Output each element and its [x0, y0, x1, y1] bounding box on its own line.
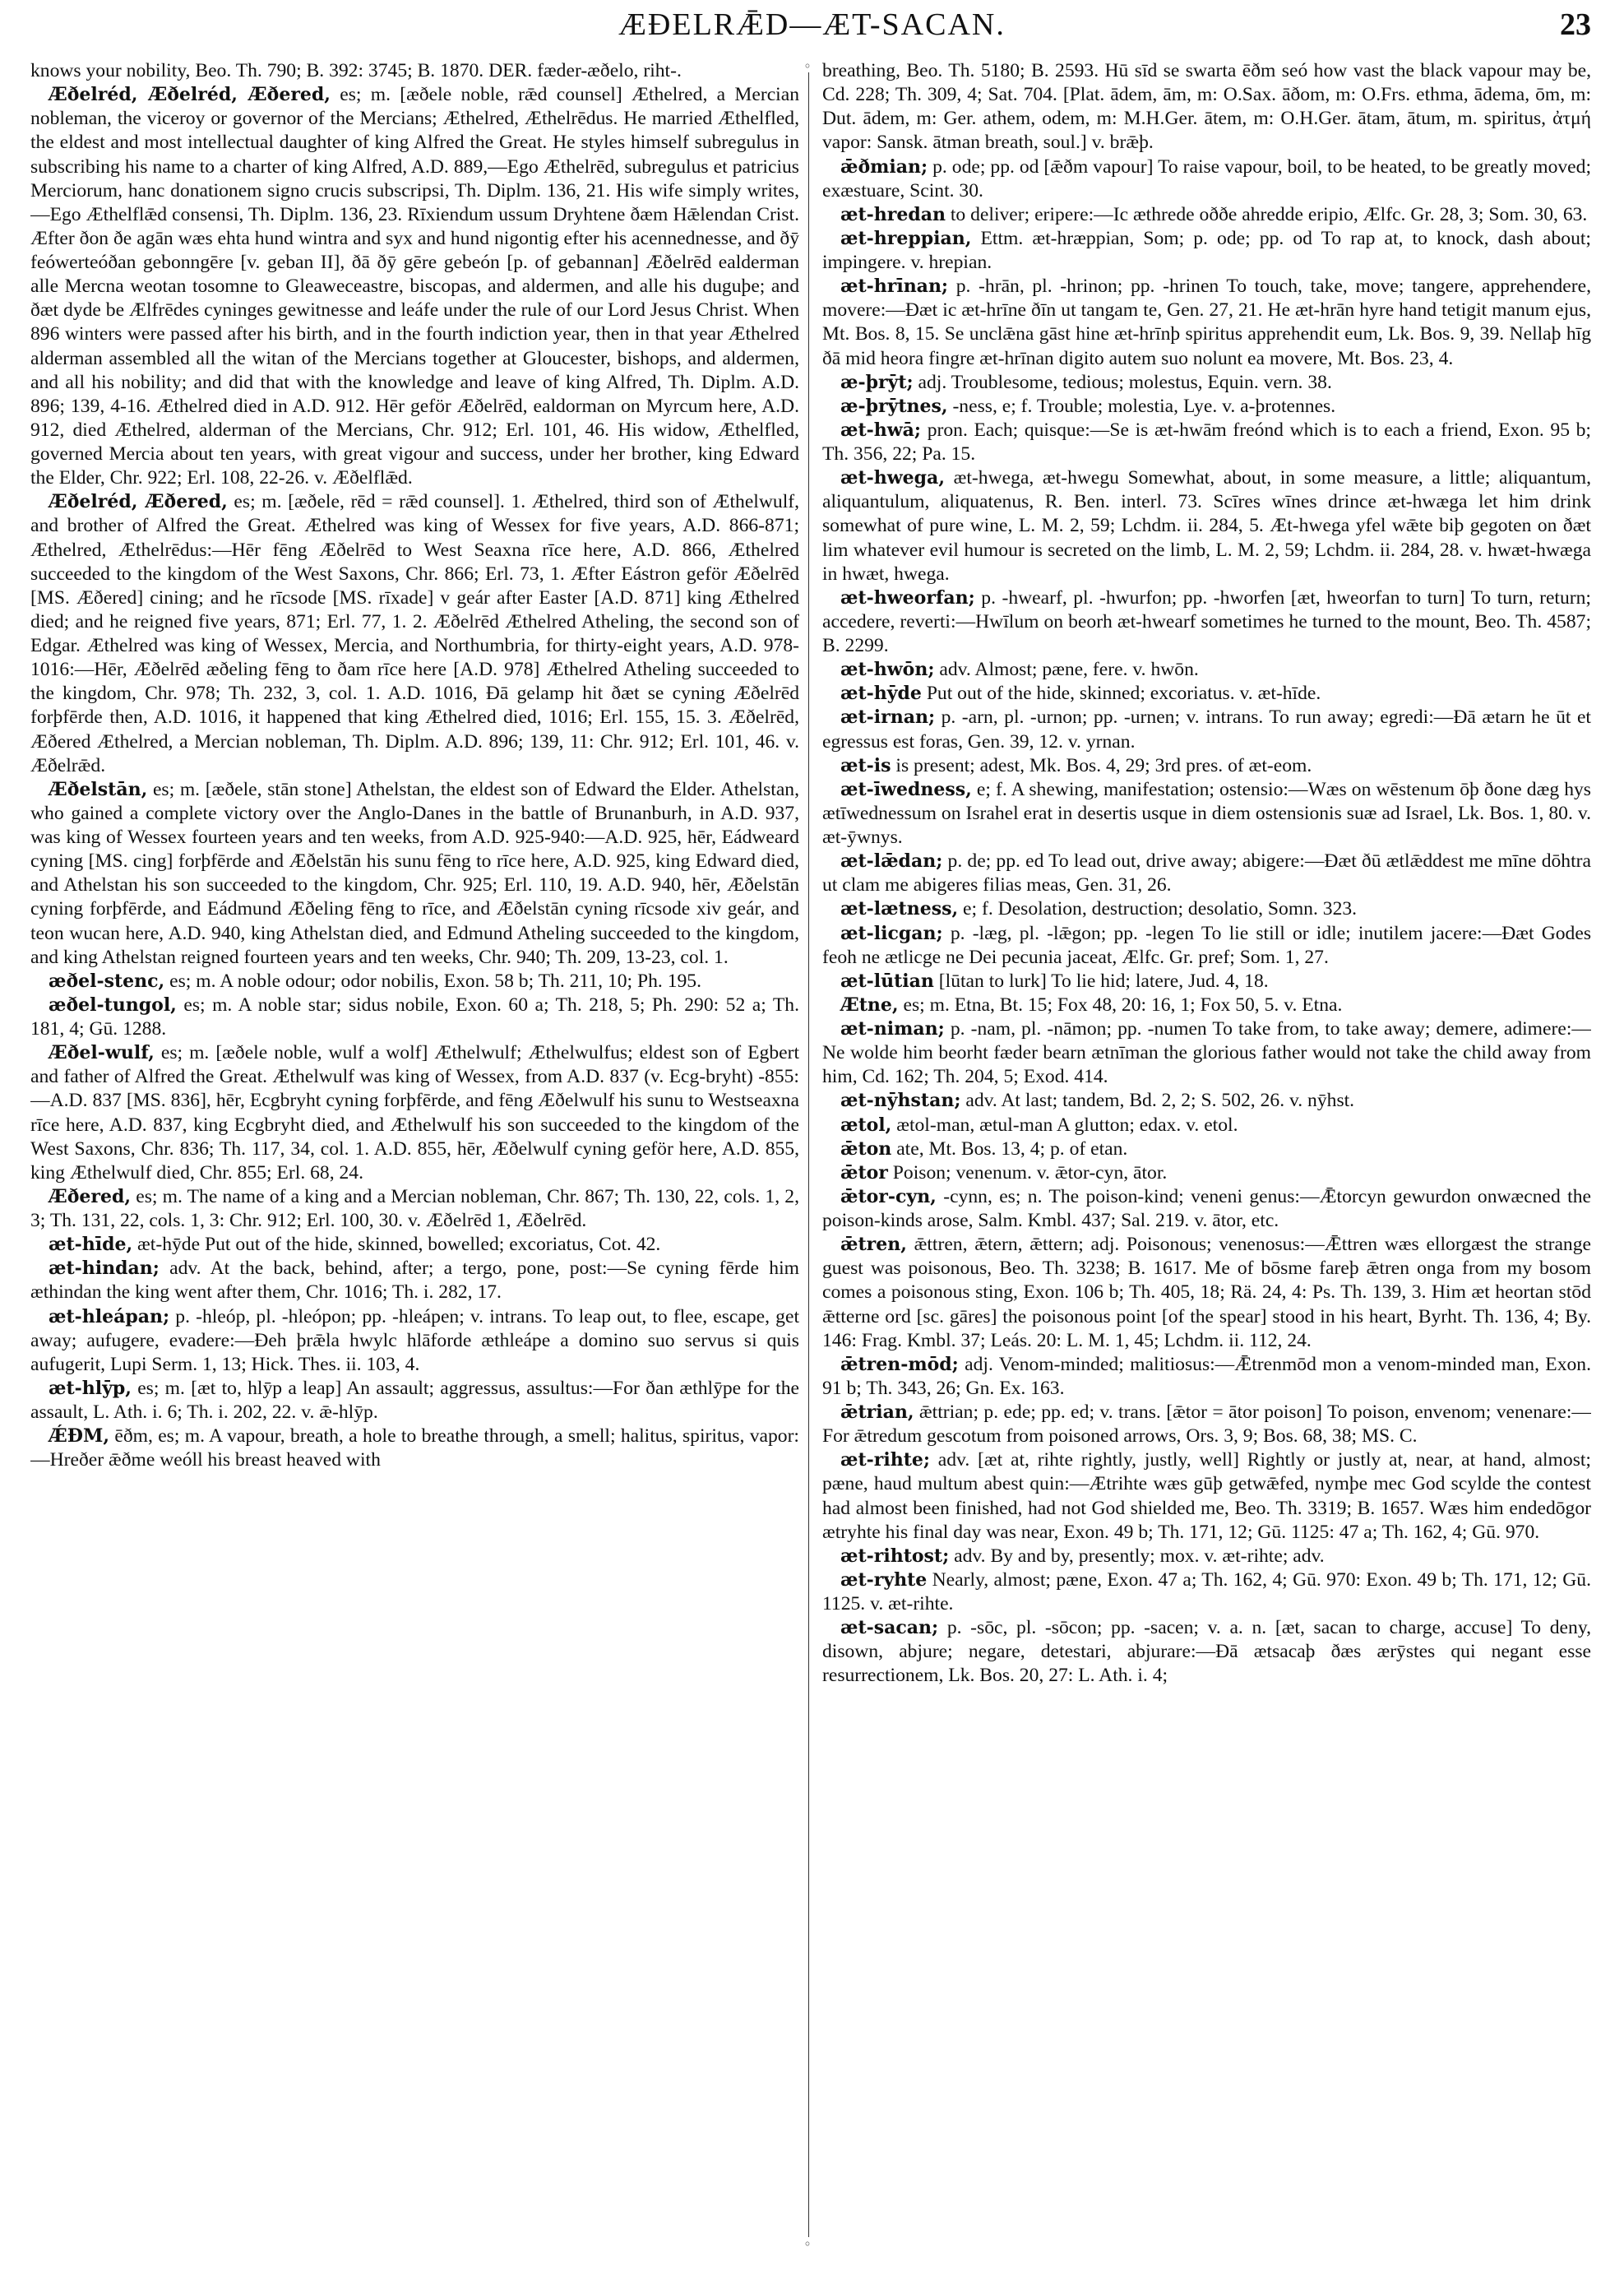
- entry-headword: Æðered,: [49, 1185, 132, 1207]
- right-column: [822, 59, 1591, 2247]
- dictionary-entry: [822, 706, 1591, 753]
- entry-definition: es; m. A noble odour; odor nobilis, Exon. 58 b; Th. 211, 10; Ph. 195.: [169, 970, 701, 992]
- entry-definition: es; m. [æt to, hlȳp a leap] An assault; aggressus, assultus:—For ðan æthlȳpe for the assault, L. Ath. i. 6; Th. i. 202, 22. v. ǣ-hlȳp.: [30, 1377, 799, 1423]
- entry-headword: æt-lǣdan;: [840, 850, 943, 873]
- dictionary-entry: [822, 155, 1591, 203]
- entry-headword: æt-hrīnan;: [840, 276, 949, 298]
- entry-definition: adj. Troublesome, tedious; molestus, Equin. vern. 38.: [918, 371, 1332, 393]
- entry-headword: ǣtor-cyn,: [840, 1185, 937, 1207]
- dictionary-entry: [822, 227, 1591, 275]
- entry-headword: ǣðmian;: [840, 155, 928, 178]
- entry-headword: æt-hreppian,: [840, 227, 972, 249]
- entry-definition: ate, Mt. Bos. 13, 4; p. of etan.: [896, 1137, 1128, 1160]
- entry-headword: æt-rihtost;: [840, 1545, 950, 1567]
- entry-headword: æt-niman;: [840, 1018, 945, 1040]
- dictionary-entry: [822, 1089, 1591, 1113]
- entry-headword: æt-hwōn;: [840, 659, 935, 681]
- dictionary-entry: [30, 970, 799, 994]
- entry-definition: es; m. [æðele, stān stone] Athelstan, the eldest son of Edward the Elder. Athelstan, who gained a complete victory over the Anglo-Danes in the battle of Brunanburh, in A.D. 937, was king of Wessex fourteen years and ten weeks, from A.D. 925-940:—A.D. 925, hēr, Eádweard cyning [MS. cing] forþfērde and Æðelstān his sunu fēng to rīce here, A.D. 925, king Edward died, and Athelstan his son succeeded to the kingdom, Chr. 925; Erl. 110, 19. A.D. 940, hēr, Æðelstān cyning forþfērde, and Eádmund Æðeling fēng to rīce, and Æðelstān cyning rīcsode xiv geár, and teon wucan here, A.D. 940, king Athelstan died, and Edmund Atheling succeeded to the kingdom, and king Athelstan reigned fourteen years and ten weeks, Chr. 940; Th. 209, 13-23, col. 1.: [30, 778, 799, 968]
- entry-headword: æt-ryhte: [840, 1568, 928, 1591]
- divider-ornament-bottom: ◦: [802, 2239, 813, 2250]
- entry-headword: æðel-stenc,: [49, 970, 165, 992]
- dictionary-entry: [30, 1185, 799, 1233]
- entry-definition: ǣttrian; p. ede; pp. ed; v. trans. [ǣtor = ātor poison] To poison, envenom; venenare:—For ǣtredum gescotum from poisoned arrows, Ors. 3, 9; Bos. 68, 38; MS. C.: [822, 1401, 1591, 1448]
- dictionary-entry: [822, 1114, 1591, 1137]
- entry-definition: Ettm. æt-hræppian, Som; p. ode; pp. od To rap at, to knock, dash about; impingere. v. hrepian.: [822, 227, 1591, 273]
- entry-headword: æt-hweorfan;: [840, 586, 975, 609]
- dictionary-entry: [30, 994, 799, 1041]
- entry-definition: -ness, e; f. Trouble; molestia, Lye. v. a-þrotennes.: [952, 395, 1336, 417]
- dictionary-entry: [30, 1377, 799, 1425]
- divider-ornament-top: ◦: [802, 61, 813, 72]
- entry-definition: es; m. A noble star; sidus nobile, Exon. 60 a; Th. 218, 5; Ph. 290: 52 a; Th. 181, 4; Gū. 1288.: [30, 994, 799, 1040]
- entry-definition: knows your nobility, Beo. Th. 790; B. 392: 3745; B. 1870. DER. fæder-æðelo, riht-.: [30, 60, 682, 81]
- entry-definition: es; m. The name of a king and a Mercian nobleman, Chr. 867; Th. 130, 22, cols. 1, 2, 3; Th. 131, 22, cols. 1, 3: Chr. 912; Erl. 100, 30. v. Æðelrēd 1, Æðelrēd.: [30, 1185, 799, 1231]
- entry-definition: es; m. [æðele, rēd = rǣd counsel]. 1. Æthelred, third son of Æthelwulf, and brother of Alfred the Great. Æthelred was king of Wessex for five years, A.D. 866-871; Æthelred, Æthelrēdus:—Hēr fēng Æðelrēd to West Seaxna rīce here, A.D. 866, Æthelred succeeded to the kingdom of the West Saxons, Chr. 866; Erl. 73, 1. Æfter Eástron geför Æðelrēd [MS. Æðered] cining; and he rīcsode [MS. rīxade] v geár after Easter [A.D. 871] king Æthelred died; and he reigned five years, 871; Erl. 77, 1. 2. Æðelrēd Æthelred Atheling, the second son of Edgar. Æthelred was king of Wessex, Mercia, and Northumbria, for thirty-eight years, A.D. 978-1016:—Hēr, Æðelrēd æðeling fēng to ðam rīce here [A.D. 978] Æthelred Atheling succeeded to the kingdom, Chr. 978; Th. 232, 3, col. 1. A.D. 1016, Ðā gelamp hit ðæt se cyning Æðelrēd forþfērde then, A.D. 1016, it happened that king Æthelred died, 1016; Erl. 155, 15. 3. Æðelrēd, Æðered Æthelred, a Mercian nobleman, Th. Diplm. A.D. 896; 139, 11: Chr. 912; Erl. 101, 46. v. Æðelrǣd.: [30, 491, 799, 776]
- entry-headword: Æðelstān,: [49, 778, 148, 800]
- entry-definition: e; f. A shewing, manifestation; ostensio:—Wæs on wēstenum ōþ ðone dæg hys ætīwednessum on Israhel erat in desertis usque in diem ostensionis suæ ad Israel, Lk. Bos. 1, 80. v. æt-ȳwnys.: [822, 778, 1591, 848]
- dictionary-entry: [822, 419, 1591, 466]
- entry-headword: æt-rihte;: [840, 1449, 930, 1471]
- entry-definition: adv. At last; tandem, Bd. 2, 2; S. 502, 26. v. nȳhst.: [965, 1090, 1355, 1112]
- entry-definition: p. -hwearf, pl. -hwurfon; pp. -hworfen [æt, hweorfan to turn] To turn, return; accedere, reverti:—Hwīlum on beorh æt-hwearf sometimes he turned to the mount, Beo. Th. 4587; B. 2299.: [822, 586, 1591, 656]
- dictionary-entry: [822, 1448, 1591, 1545]
- dictionary-entry: [822, 203, 1591, 227]
- dictionary-entry: [30, 1257, 799, 1304]
- entry-headword: æt-hlȳp,: [49, 1377, 132, 1399]
- dictionary-entry: [822, 897, 1591, 921]
- dictionary-entry: [822, 275, 1591, 371]
- entry-headword: æt-nȳhstan;: [840, 1090, 961, 1112]
- entry-headword: ætol,: [840, 1114, 892, 1136]
- entry-definition: p. -læg, pl. -lǣgon; pp. -legen To lie still or idle; inutilem jacere:—Ðæt Godes feoh ne ætlicge ne Dei pecunia jaceat, Ælfc. Gr. pref; Som. 1, 27.: [822, 922, 1591, 968]
- dictionary-entry: [822, 1137, 1591, 1161]
- dictionary-entry: [822, 59, 1591, 155]
- entry-headword: Æðelréd, Æðered,: [49, 491, 228, 513]
- entry-headword: æt-īwedness,: [840, 778, 972, 800]
- dictionary-entry: [30, 59, 799, 83]
- entry-definition: pron. Each; quisque:—Se is æt-hwām freónd which is to each a friend, Exon. 95 b; Th. 356, 22; Pa. 15.: [822, 419, 1591, 465]
- entry-headword: æðel-tungol,: [49, 994, 177, 1016]
- entry-definition: p. de; pp. ed To lead out, drive away; abigere:—Ðæt ðū ætlǣddest me mīne dōhtra ut clam me abigeres filias meas, Gen. 31, 26.: [822, 850, 1591, 896]
- entry-definition: Nearly, almost; pæne, Exon. 47 a; Th. 162, 4; Gū. 970: Exon. 49 b; Th. 171, 12; Gū. 1125. v. æt-rihte.: [822, 1568, 1591, 1614]
- entry-definition: æt-hȳde Put out of the hide, skinned, bowelled; excoriatus, Cot. 42.: [137, 1234, 661, 1256]
- entry-headword: æt-lūtian: [840, 970, 934, 992]
- running-head: [33, 7, 1591, 46]
- dictionary-entry: [822, 754, 1591, 778]
- entry-definition: adv. At the back, behind, after; a tergo, pone, post:—Se cyning fērde him æthindan the king went after them, Chr. 1016; Th. i. 282, 17.: [30, 1258, 799, 1304]
- dictionary-entry: [822, 466, 1591, 586]
- entry-definition: p. -hrān, pl. -hrinon; pp. -hrinen To touch, take, move; tangere, apprehendere, movere:—Ðæt ic æt-hrīne ðīn ut tangam te, Gen. 27, 21. He æt-hrān hyre hand tetigit manum ejus, Mt. Bos. 8, 15. Se unclǣna gāst hine æt-hrīnþ spiritus apprehendit eum, Lk. Bos. 9, 39. Nellaþ hīg ðā mid heora fingre æt-hrīnan digito autem suo nolunt ea movere, Mt. Bos. 23, 4.: [822, 276, 1591, 369]
- entry-headword: æ-þrȳtnes,: [840, 395, 948, 417]
- entry-headword: ǣtor: [840, 1161, 888, 1184]
- entry-headword: ǼÐM,: [49, 1425, 109, 1448]
- entry-definition: adj. Venom-minded; malitiosus:—Ǣtrenmōd mon a venom-minded man, Exon. 91 b; Th. 343, 26; Gn. Ex. 163.: [822, 1353, 1591, 1399]
- entry-definition: p. -sōc, pl. -sōcon; pp. -sacen; v. a. n. [æt, sacan to charge, accuse] To deny, disown, abjure; negare, detestari, abjurare:—Ðā ætsacaþ ðæs ærȳstes qui negant esse resurrectionem, Lk. Bos. 20, 27: L. Ath. i. 4;: [822, 1617, 1591, 1687]
- dictionary-entry: [822, 1568, 1591, 1616]
- dictionary-entry: [822, 586, 1591, 658]
- entry-headword: Æðel-wulf,: [49, 1042, 155, 1064]
- entry-definition: p. ode; pp. od [ǣðm vapour] To raise vapour, boil, to be heated, to be greatly moved; exæstuare, Scint. 30.: [822, 155, 1591, 202]
- entry-headword: æt-hredan: [840, 203, 946, 225]
- dictionary-entry: [822, 682, 1591, 706]
- entry-definition: ǣttren, ǣtern, ǣttern; adj. Poisonous; venenosus:—Ǣttren wæs ellorgæst the strange guest was poisonous, Beo. Th. 3238; B. 1617. Me of bōsme fareþ ǣtren onga from my bosom comes a poisonous sting, Exon. 106 b; Th. 405, 18; Rä. 24, 4: Ps. Th. 139, 3. Him æt heortan stōd ǣtterne ord [sc. gāres] the poisonous point [of the spear] stood in his heart, Byrht. Th. 136, 4; By. 146: Frag. Kmbl. 37; Leás. 20: L. M. 1, 45; Lchdm. ii. 112, 24.: [822, 1234, 1591, 1351]
- entry-headword: ǣtren-mōd;: [840, 1353, 959, 1375]
- entry-headword: æt-hwā;: [840, 419, 922, 441]
- dictionary-entry: [822, 994, 1591, 1017]
- dictionary-entry: [822, 970, 1591, 994]
- entry-definition: Put out of the hide, skinned; excoriatus. v. æt-hīde.: [926, 683, 1321, 705]
- entry-headword: ǣton: [840, 1137, 892, 1160]
- entry-headword: Æðelréd, Æðelréd, Æðered,: [49, 84, 331, 106]
- column-divider: [808, 66, 809, 2237]
- dictionary-entry: [30, 778, 799, 970]
- entry-headword: Ætne,: [840, 994, 899, 1016]
- dictionary-entry: [30, 1305, 799, 1377]
- entry-headword: æt-licgan;: [840, 922, 943, 944]
- page-number: 23: [1560, 7, 1591, 42]
- left-column: [30, 59, 799, 2247]
- entry-definition: Poison; venenum. v. ǣtor-cyn, ātor.: [892, 1161, 1168, 1184]
- entry-headword: æt-sacan;: [840, 1617, 939, 1639]
- entry-definition: es; m. [æðele noble, wulf a wolf] Æthelwulf; Æthelwulfus; eldest son of Egbert and father of Alfred the Great. Æthelwulf was king of Wessex, from A.D. 837 (v. Ecg-bryht) -855:—A.D. 837 [MS. 836], hēr, Ecgbryht cyning forþfērde, and fēng Æðelwulf his sunu to Westseaxna rīce here, A.D. 837, king Ecgbryht died, and Æthelwulf his son succeeded to the kingdom of the West Saxons, Chr. 836; Th. 117, 34, col. 1. A.D. 855, hēr, Æðelwulf cyning geför here, A.D. 855, king Æthelwulf died, Chr. 855; Erl. 68, 24.: [30, 1042, 799, 1184]
- dictionary-entry: [30, 490, 799, 778]
- dictionary-entry: [822, 1353, 1591, 1401]
- dictionary-entry: [822, 778, 1591, 850]
- dictionary-entry: [30, 83, 799, 490]
- dictionary-entry: [822, 850, 1591, 897]
- entry-headword: æt-is: [840, 754, 891, 776]
- entry-headword: æt-hleápan;: [49, 1305, 170, 1327]
- entry-definition: -cynn, es; n. The poison-kind; veneni genus:—Ǣtorcyn gewurdon onwæcned the poison-kinds arose, Salm. Kmbl. 437; Sal. 219. v. ātor, etc.: [822, 1185, 1591, 1231]
- dictionary-entry: [822, 395, 1591, 419]
- entry-headword: æt-hȳde: [840, 683, 922, 705]
- entry-headword: æt-hīde,: [49, 1234, 133, 1256]
- entry-definition: p. -hleóp, pl. -hleópon; pp. -hleápen; v. intrans. To leap out, to flee, escape, get away; aufugere, evadere:—Ðeh þrǣla hwylc hlāforde æthleápe a domino suo servus si quis aufugerit, Lupi Serm. 1, 13; Hick. Thes. ii. 103, 4.: [30, 1305, 799, 1375]
- dictionary-entry: [822, 658, 1591, 682]
- dictionary-entry: [822, 1185, 1591, 1233]
- entry-headword: æt-lætness,: [840, 898, 959, 920]
- entry-headword: æt-hwega,: [840, 467, 945, 489]
- dictionary-entry: [822, 1233, 1591, 1353]
- entry-definition: p. -nam, pl. -nāmon; pp. -numen To take from, to take away; demere, adimere:—Ne wolde him beorht fæder bearn ætnīman the glorious father would not take the child away from him, Cd. 162; Th. 204, 5; Exod. 414.: [822, 1018, 1591, 1088]
- dictionary-entry: [822, 1017, 1591, 1089]
- entry-definition: ēðm, es; m. A vapour, breath, a hole to breathe through, a smell; halitus, spiritus, vapor:—Hreðer ǣðme weóll his breast heaved with: [30, 1425, 799, 1471]
- dictionary-entry: [822, 371, 1591, 395]
- dictionary-entry: [822, 1401, 1591, 1448]
- entry-headword: æ-þrȳt;: [840, 371, 914, 393]
- entry-headword: ǣtren,: [840, 1234, 907, 1256]
- entry-definition: adv. Almost; pæne, fere. v. hwōn.: [939, 659, 1199, 681]
- entry-definition: es; m. [æðele noble, rǣd counsel] Æthelred, a Mercian nobleman, the viceroy or governor of the Mercians; Æthelred, Æthelrēdus. He married Æthelfled, the eldest and most intellectual daughter of king Alfred the Great. He styles himself subregulus in subscribing his name to a charter of king Alfred, A.D. 889,—Ego Æthelrēd, subregulus et patricius Merciorum, hanc donationem signo crucis subscripsi, Th. Diplm. 136, 21. His wife simply writes,—Ego Æthelflǣd consensi, Th. Diplm. 136, 23. Rīxiendum ussum Dryhtene ðæm Hǣlendan Crist. Æfter ðon ðe agān wæs ehta hund wintra and syx and hund nigontig efter his acennednesse, and ðȳ feówerteóðan gebonngēre [v. geban II], ðā ðȳ gēre gebeón [p. of gebannan] Æðelrēd ealderman alle Mercna weotan tosomne to Gleaweceastre, biscopas, and aldermen, and alle his duguþe; and ðæt dyde be Ælfrēdes cyninges gewitnesse and leáfe under the rule of our Lord Jesus Christ. When 896 winters were passed after his birth, and in the fourth indiction year, then in that year Æthelred alderman assembled all the witan of the Mercians together at Gloucester, bishops, and aldermen, and all his nobility; and did that with the knowledge and leave of king Alfred, Th. Diplm. A.D. 896; 139, 4-16. Æthelred died in A.D. 912. Hēr geför Æðelrēd, ealdorman on Myrcum here, A.D. 912, died Æthelred, alderman of the Mercians, Chr. 912; Erl. 101, 46. His widow, Æthelfled, governed Mercia about ten years, with great vigour and success, under her brother, king Edward the Elder, Chr. 922; Erl. 108, 22-26. v. Æðelflǣd.: [30, 84, 799, 489]
- page-title: ÆÐELRǢD—ÆT-SACAN.: [618, 7, 1006, 42]
- dictionary-entry: [822, 922, 1591, 970]
- dictionary-entry: [822, 1616, 1591, 1688]
- dictionary-entry: [30, 1233, 799, 1257]
- entry-definition: ætol-man, ætul-man A glutton; edax. v. etol.: [896, 1114, 1238, 1136]
- entry-definition: æt-hwega, æt-hwegu Somewhat, about, in some measure, a little; aliquantum, aliquantulum, aliquatenus, R. Ben. interl. 73. Scīres wīnes drince æt-hwæga let him drink somewhat of pure wine, L. M. 2, 59; Lchdm. ii. 284, 5. Æt-hwega yfel wǣte biþ gegoten on ðæt lim whatever evil humour is secreted on the limb, L. M. 2, 59; Lchdm. ii. 284, 28. v. hwæt-hwæga in hwæt, hwega.: [822, 467, 1591, 585]
- dictionary-entry: [822, 1161, 1591, 1185]
- entry-definition: is present; adest, Mk. Bos. 4, 29; 3rd pres. of æt-eom.: [895, 754, 1312, 776]
- entry-definition: [lūtan to lurk] To lie hid; latere, Jud. 4, 18.: [938, 970, 1269, 992]
- dictionary-entry: [30, 1425, 799, 1472]
- dictionary-entry: [822, 1545, 1591, 1568]
- entry-definition: to deliver; eripere:—Ic æthrede oððe ahredde eripio, Ælfc. Gr. 28, 3; Som. 30, 63.: [950, 203, 1588, 225]
- entry-definition: breathing, Beo. Th. 5180; B. 2593. Hū sīd se swarta ēðm seó how vast the black vapour may be, Cd. 228; Th. 309, 4; Sat. 704. [Plat. ādem, ām, m: O.Sax. āðom, m: O.Frs. ethma, ādema, ōm, m: Dut. ādem, m: Ger. athem, odem, m: M.H.Ger. ātem, m: O.H.Ger. ātam, ātum, m. spiritus, ἀτμή vapor: Sansk. ātman breath, soul.] v. brǣþ.: [822, 60, 1591, 154]
- entry-headword: æt-irnan;: [840, 706, 936, 729]
- entry-definition: es; m. Etna, Bt. 15; Fox 48, 20: 16, 1; Fox 50, 5. v. Etna.: [903, 994, 1343, 1016]
- entry-definition: p. -arn, pl. -urnon; pp. -urnen; v. intrans. To run away; egredi:—Ðā ætarn he ūt et egressus est foras, Gen. 39, 12. v. yrnan.: [822, 706, 1591, 753]
- entry-headword: ǣtrian,: [840, 1401, 914, 1423]
- entry-headword: æt-hindan;: [49, 1258, 160, 1280]
- entry-definition: adv. By and by, presently; mox. v. æt-rihte; adv.: [954, 1545, 1325, 1567]
- entry-definition: adv. [æt at, rihte rightly, justly, well] Rightly or justly at, near, at hand, almost; pæne, haud multum abest quin:—Ætrihte wæs gūþ getwǣfed, nymþe mec God scylde the contest had almost been finished, had not God shielded me, Beo. Th. 3319; B. 1657. Wæs him endedōgor ætryhte his final day was near, Exon. 49 b; Th. 171, 12; Gū. 1125: 47 a; Th. 162, 4; Gū. 970.: [822, 1449, 1591, 1543]
- dictionary-entry: [30, 1041, 799, 1185]
- entry-definition: e; f. Desolation, destruction; desolatio, Somn. 323.: [963, 898, 1358, 920]
